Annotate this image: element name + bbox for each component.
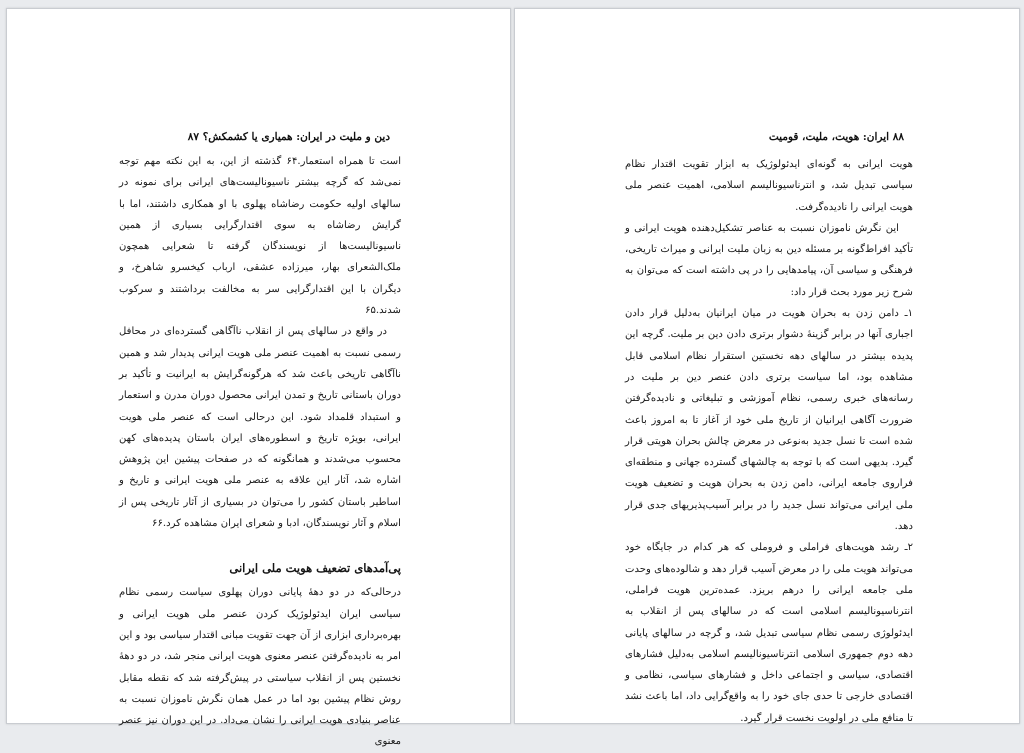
paragraph: این نگرش ناموزان نسبت به عناصر تشکیل‌دهنده هویت ایرانی و تأکید افراط‌گونه بر مسئله دین به زبان ملیت ایرانی و میراث تاریخی، فرهنگی و سیاسی آن، پیامدهایی را در پی داشته است که می‌توان به شرح زیر مورد بحث قرار داد:: [625, 222, 913, 298]
paragraph: هویت ایرانی به گونه‌ای ایدئولوژیک به ابزار تقویت اقتدار نظام سیاسی تبدیل شد، و انترناسیونالیسم اسلامی، اهمیت عنصر ملی هویت ایرانی را نادیده‌گرفت.: [625, 159, 913, 213]
page-header: دین و ملیت در ایران: همیاری یا کشمکش؟ ۸۷: [187, 131, 390, 143]
paragraph: است تا همراه استعمار.۶۴ گذشته از این، به این نکته مهم توجه نمی‌شد که گرچه بیشتر ناسیونالیست‌های ایرانی برای نمونه در سالهای اولیه حکومت رضاشاه پهلوی با او همکاری داشتند، اما با گرایش رضاشاه به سوی اقتدارگرایی بسیاری از همین ناسیونالیست‌ها از نویسندگان گرفته تا شعرایی همچون ملک‌الشعرای بهار، میرزاده عشقی، ارباب کیخسرو شاهرخ، و دیگران با این اقتدارگرایی سر به مخالفت برداشتند و سرکوب شدند.۶۵: [119, 156, 401, 317]
page-body: [119, 151, 401, 753]
paragraph: ۱ـ دامن زدن به بحران هویت در میان ایرانیان به‌دلیل قرار دادن اجباری آنها در برابر گزینهٔ دشوار برتری دادن دین بر ملیت. گرچه این پدیده بیشتر در سالهای دهه نخستین استقرار نظام اسلامی قابل مشاهده بود، اما سیاست برتری دادن عنصر دین بر ملیت در رسانه‌های خبری رسمی، نظام آموزشی و تبلیغاتی و نادیده‌گرفتن ضرورت آگاهی ایرانیان از تاریخ ملی خود از آغاز تا به امروز باعث شده است تا نسل جدید به‌نوعی در معرض چالش بحران هویتی قرار گیرد. بدیهی است که با توجه به چالشهای گسترده جهانی و منطقه‌ای فراروی جامعه ایرانی، دامن زدن به بحران هویت و تضعیف هویت ملی ایرانی می‌تواند نسل جدید را در برابر آسیب‌پذیریهای جدی قرار دهد.: [625, 308, 913, 533]
page-header: ۸۸ ایران: هویت، ملیت، قومیت: [768, 131, 904, 143]
left-page: [6, 8, 511, 748]
paragraph: درحالی‌که در دو دههٔ پایانی دوران پهلوی سیاست رسمی نظام سیاسی ایران ایدئولوژیک کردن عنصر ملی هویت ایرانی و بهره‌برداری ابزاری از آن جهت تقویت مبانی اقتدار سیاسی بود و این امر به نادیده‌گرفتن عنصر معنوی هویت ایرانی منجر شد، در دو دههٔ نخستین پس از انقلاب سیاستی در پیش‌گرفته شد که نقطه مقابل روش نظام پیشین بود اما در عمل همان نگرش ناموزان نسبت به عناصر بنیادی هویت ایرانی را نشان می‌داد. در این دوران نیز عنصر معنوی: [119, 587, 401, 748]
right-page: [514, 8, 1020, 724]
spacer: [119, 534, 401, 556]
paragraph: در واقع در سالهای پس از انقلاب ناآگاهی گسترده‌ای در محافل رسمی نسبت به اهمیت عنصر ملی هویت ایرانی پدیدار شد و همین ناآگاهی تاریخی باعث شد که هرگونه‌گرایش به ایرانیت و تأکید بر دوران باستانی تاریخ و تمدن ایرانی محصول دوران مدرن و استعمار و استبداد قلمداد شود. این درحالی است که عنصر ملی هویت ایرانی، بویژه تاریخ و اسطوره‌های ایران باستان پدیده‌های کهن محسوب می‌شدند و همانگونه که در صفحات پیشین این پژوهش اشاره شد، آثار این علاقه به عنصر ملی هویت ایرانی و تاریخ و اساطیر باستان کشور را می‌توان در بسیاری از آثار تاریخی پس از اسلام و آثار نویسندگان، ادبا و شعرای ایران مشاهده کرد.۶۶: [119, 326, 401, 530]
page-body: [625, 154, 913, 729]
section-title: پی‌آمدهای تضعیف هویت ملی ایرانی: [229, 561, 401, 576]
paragraph: ۲ـ رشد هویت‌های فراملی و فروملی که هر کدام در جایگاه خود می‌تواند هویت ملی را در معرض آسیب قرار دهد و شالوده‌های وحدت ملی جامعه ایرانی را درهم بریزد. عمده‌ترین هویت فراملی، انترناسیونالیسم اسلامی است که در سالهای پس از انقلاب به ایدئولوژی رسمی نظام سیاسی تبدیل شد، و گرچه در سالهای پایانی دهه دوم جمهوری اسلامی انترناسیونالیسم اسلامی به‌دلیل فشارهای اقتصادی، سیاسی و اجتماعی داخل و فشارهای سیاسی، نظامی و اقتصادی خارجی تا حدی جای خود را به واقع‌گرایی داد، اما باعث نشد تا منافع ملی در اولویت نخست قرار گیرد.: [625, 542, 913, 724]
